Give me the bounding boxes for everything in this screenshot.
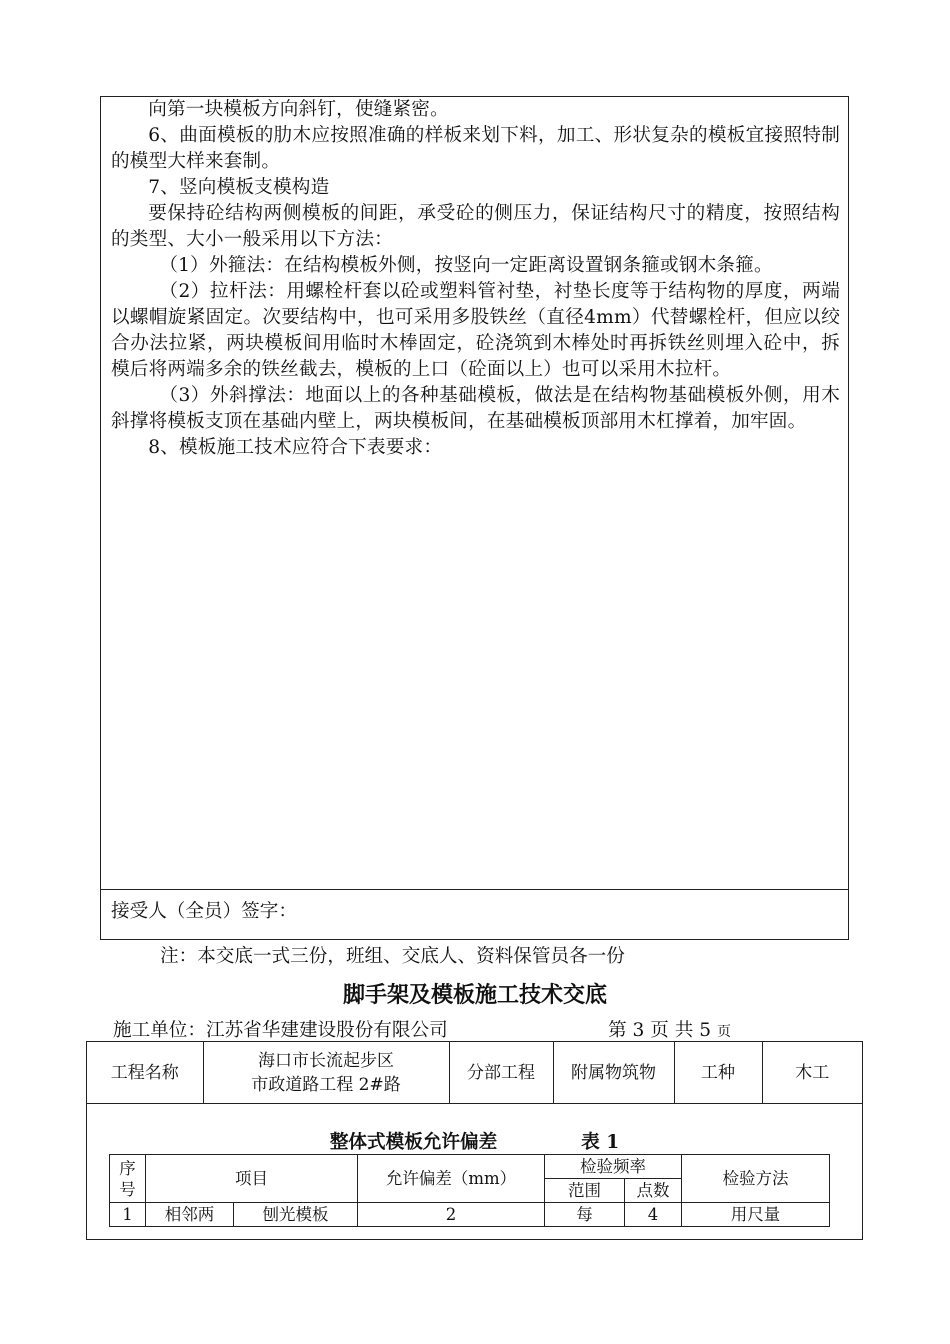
col-points: 点数 [625, 1179, 682, 1203]
project-line: 海口市长流起步区 [258, 1050, 394, 1071]
cell-method: 用尺量 [682, 1203, 830, 1227]
trade-label: 工种 [674, 1042, 762, 1104]
divider [101, 889, 848, 890]
cell-item-a: 相邻两 [146, 1203, 234, 1227]
project-label: 工程名称 [87, 1042, 203, 1104]
signature-label: 接受人（全员）签字： [111, 901, 297, 922]
sub-label: 分部工程 [449, 1042, 553, 1104]
header-table [87, 1042, 862, 1104]
project-line: 市政道路工程 2#路 [251, 1074, 401, 1095]
paragraph: （3）外斜撑法：地面以上的各种基础模板，做法是在结构物基础模板外侧，用木斜撑将模板支顶在基础内壁上，两块模板间，在基础模板顶部用木杠撑着，加牢固。 [111, 385, 840, 432]
paragraph: （2）拉杆法：用螺栓杆套以砼或塑料管衬垫，衬垫长度等于结构物的厚度，两端以螺帽旋紧固定。次要结构中，也可采用多股铁丝（直径4mm）代替螺栓杆，但应以绞合办法拉紧，两块模板间用临时木棒固定，砼浇筑到木棒处时再拆铁丝则埋入砼中，拆模后将两端多余的铁丝截去，模板的上口（砼面以上）也可以采用木拉杆。 [111, 281, 840, 380]
trade-value: 木工 [762, 1042, 862, 1104]
col-seq-2: 号 [119, 1179, 136, 1199]
col-range: 范围 [545, 1179, 625, 1203]
cell-seq: 1 [110, 1203, 146, 1227]
col-item: 项目 [146, 1155, 358, 1203]
sub-value: 附属物筑物 [553, 1042, 674, 1104]
col-deviation: 允许偏差（mm） [358, 1155, 545, 1203]
col-method: 检验方法 [682, 1155, 830, 1203]
content-box [100, 96, 849, 940]
table-tag: 表 1 [581, 1132, 620, 1153]
col-frequency: 检验频率 [545, 1155, 682, 1179]
note: 注：本交底一式三份，班组、交底人、资料保管员各一份 [160, 946, 625, 967]
cell-points: 4 [625, 1203, 682, 1227]
paragraph: 7、竖向模板支模构造 [148, 177, 330, 198]
cell-dev: 2 [358, 1203, 545, 1227]
paragraph: 向第一块模板方向斜钉，使缝紧密。 [148, 99, 449, 120]
info-table-box [86, 1041, 863, 1240]
paragraph: 8、模板施工技术应符合下表要求： [148, 437, 443, 458]
page-number: 第 3 页 共 5 [608, 1020, 712, 1041]
page-suffix: 页 [717, 1024, 732, 1040]
table-row [110, 1203, 830, 1227]
table-title-text: 整体式模板允许偏差 [329, 1132, 498, 1153]
paragraph: 要保持砼结构两侧模板的间距，承受砼的侧压力，保证结构尺寸的精度，按照结构的类型、大小一般采用以下方法： [111, 203, 840, 250]
cell-range: 每 [545, 1203, 625, 1227]
project-name [203, 1042, 449, 1104]
col-seq-1: 序 [119, 1158, 136, 1178]
deviation-table [109, 1154, 830, 1227]
body-text [111, 97, 840, 461]
table-title [87, 1128, 862, 1154]
paragraph: 6、曲面模板的肋木应按照准确的样板来划下料，加工、形状复杂的模板宜接照特制的模型大样来套制。 [111, 125, 840, 172]
col-seq [110, 1155, 146, 1203]
page-title: 脚手架及模板施工技术交底 [342, 982, 607, 1008]
paragraph: （1）外箍法：在结构模板外侧，按竖向一定距离设置钢条箍或钢木条箍。 [159, 255, 773, 276]
cell-item-b: 刨光模板 [234, 1203, 358, 1227]
page-info [608, 1016, 731, 1042]
unit-label: 施工单位：江苏省华建建设股份有限公司 [113, 1020, 448, 1041]
